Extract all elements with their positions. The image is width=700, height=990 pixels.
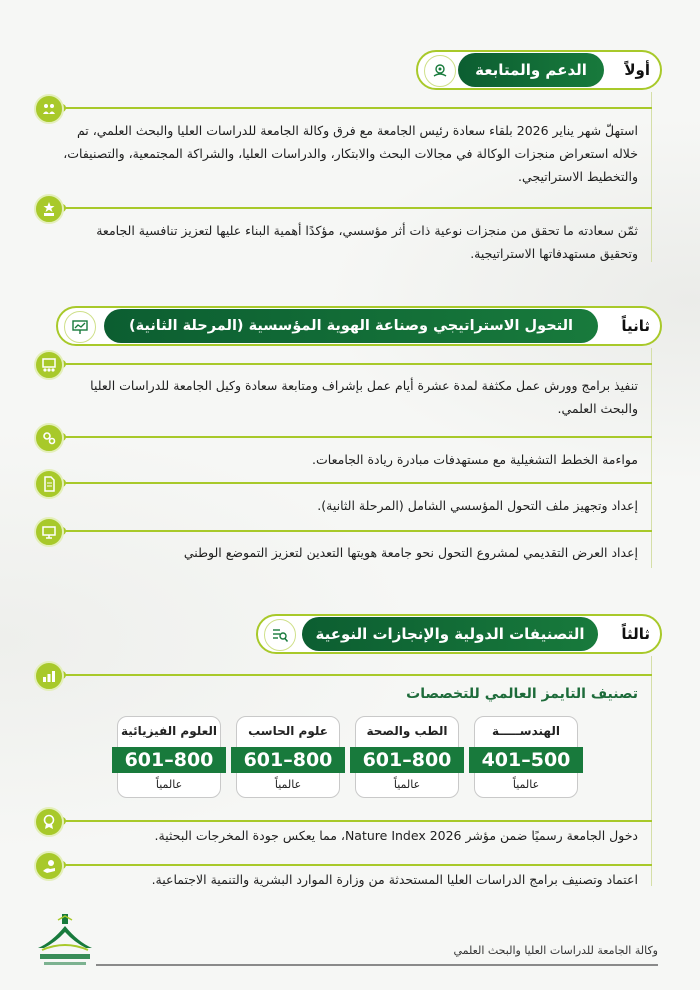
- timeline-line: [651, 656, 652, 886]
- transformation-item-text: إعداد العرض التقديمي لمشروع التحول نحو جامعة هويتها التعدين لتعزيز التموضع الوطني: [183, 545, 638, 560]
- university-logo-icon: [34, 912, 96, 970]
- section-number: ثانياً: [621, 317, 650, 335]
- ranking-card: [117, 716, 221, 798]
- section-title-pill: [302, 617, 598, 651]
- item-divider: [62, 530, 652, 532]
- ranking-card-value: 601–800: [231, 747, 345, 773]
- item-divider: [62, 864, 652, 866]
- transformation-item-text: مواءمة الخطط التشغيلية مع مستهدفات مبادرة ريادة الجامعات.: [312, 452, 638, 467]
- presentation-chart-icon: [64, 311, 96, 343]
- item-divider: [62, 674, 652, 676]
- item-divider: [62, 820, 652, 822]
- transformation-item-text: إعداد وتجهيز ملف التحول المؤسسي الشامل (المرحلة الثانية).: [317, 498, 638, 513]
- timeline-line: [651, 348, 652, 568]
- gear-handshake-icon: [424, 55, 456, 87]
- rankings-item-text: اعتماد وتصنيف برامج الدراسات العليا المستحدثة من وزارة الموارد البشرية والتنمية الاجتماعية.: [151, 872, 638, 887]
- ranking-card-scope: عالمياً: [274, 778, 302, 791]
- ranking-card-value: 601–800: [350, 747, 464, 773]
- item-divider: [62, 363, 652, 365]
- ranking-card-value: 601–800: [112, 747, 226, 773]
- ranking-card-subject: العلوم الفيزيائية: [120, 724, 218, 738]
- footer-divider: [96, 964, 658, 966]
- timeline-line: [651, 92, 652, 262]
- section-title-pill: [104, 309, 598, 343]
- rankings-item-text: دخول الجامعة رسميًا ضمن مؤشر Nature Index 2026، مما يعكس جودة المخرجات البحثية.: [154, 828, 638, 843]
- support-item-text: استهلّ شهر يناير 2026 بلقاء سعادة رئيس الجامعة مع فرق وكالة الجامعة للدراسات العليا والبحث العلمي، تم خلاله استعراض منجزات الوكالة في مجالات البحث والابتكار، والدراسات العليا، والشراكة المجتمعية، والتصنيفات، والتخطيط الاستراتيجي.: [63, 123, 638, 184]
- ranking-chart-icon: [34, 661, 64, 691]
- ranking-card-scope: عالمياً: [155, 778, 183, 791]
- transformation-item-text: تنفيذ برامج وورش عمل مكثفة لمدة عشرة أيام عمل بإشراف ومتابعة سعادة وكيل الجامعة للدراسات العليا والبحث العلمي.: [90, 378, 638, 416]
- section-number: ثالثاً: [621, 625, 650, 643]
- ranking-card-value: 401–500: [469, 747, 583, 773]
- ranking-card-subject: علوم الحاسب: [248, 724, 328, 738]
- ranking-card: [355, 716, 459, 798]
- ranking-card: [236, 716, 340, 798]
- section-header-support: [416, 50, 662, 90]
- item-divider: [62, 482, 652, 484]
- ranking-card: [474, 716, 578, 798]
- section-title-pill: [458, 53, 604, 87]
- section-title: التحول الاستراتيجي وصناعة الهوية المؤسسية (المرحلة الثانية): [128, 318, 574, 334]
- ranking-card-scope: عالمياً: [512, 778, 540, 791]
- item-divider: [62, 207, 652, 209]
- ranking-card-subject: الطب والصحة: [366, 724, 448, 738]
- footer-agency-name: وكالة الجامعة للدراسات العليا والبحث العلمي: [453, 944, 658, 957]
- section-header-transformation: [56, 306, 662, 346]
- ranking-card-scope: عالمياً: [393, 778, 421, 791]
- item-divider: [62, 107, 652, 109]
- section-header-rankings: [256, 614, 662, 654]
- item-divider: [62, 436, 652, 438]
- section-title: التصنيفات الدولية والإنجازات النوعية: [315, 625, 585, 643]
- section-number: أولاً: [624, 61, 650, 79]
- ranking-card-subject: الهندســـــة: [492, 724, 560, 738]
- section-title: الدعم والمتابعة: [475, 61, 587, 79]
- checklist-search-icon: [264, 619, 296, 651]
- support-item-text: ثمّن سعادته ما تحقق من منجزات نوعية ذات أثر مؤسسي، مؤكدًا أهمية البناء عليها لتعزيز تنافسية الجامعة وتحقيق مستهدفاتها الاستراتيجية.: [96, 223, 638, 261]
- ranking-title: تصنيف التايمز العالمي للتخصصات: [406, 686, 638, 702]
